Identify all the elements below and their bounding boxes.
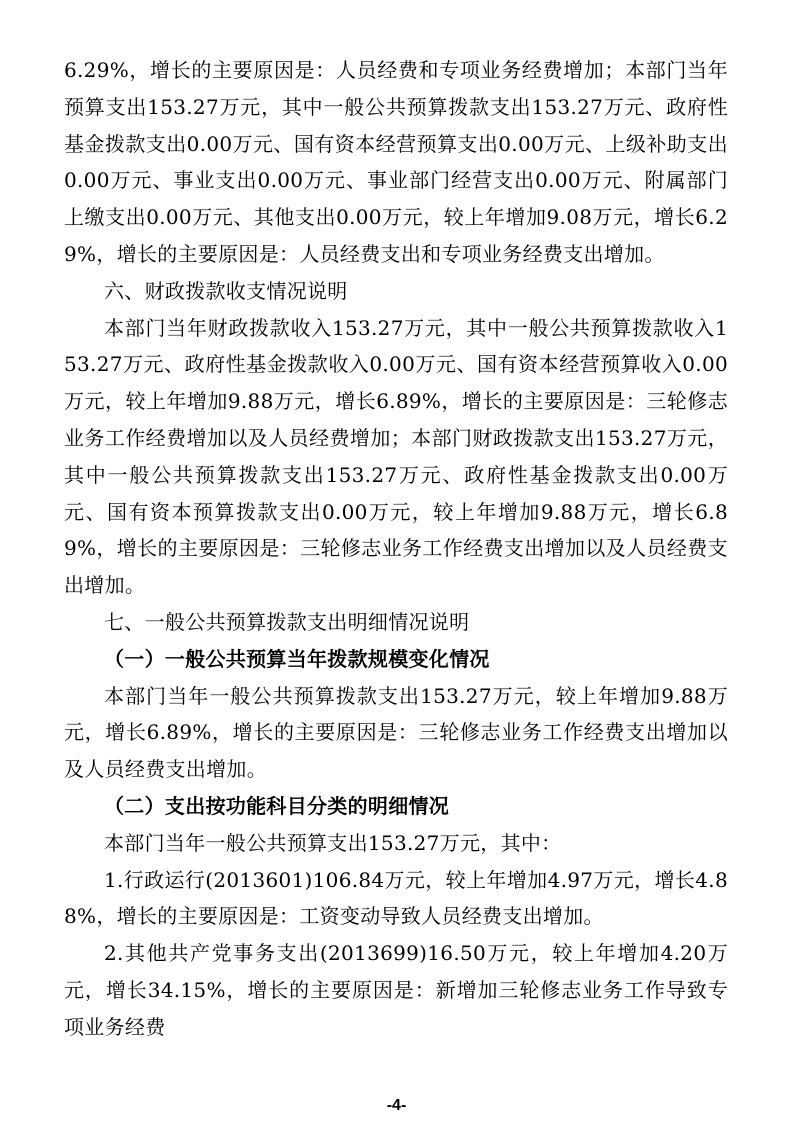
document-body — [64, 52, 728, 1046]
subsection-2-paragraph: 本部门当年一般公共预算支出153.27万元，其中： — [104, 830, 562, 855]
subsection-1-heading: （一）一般公共预算当年拨款规模变化情况 — [104, 646, 490, 671]
continued-paragraph: 6.29%，增长的主要原因是：人员经费和专项业务经费增加；本部门当年预算支出153.27万元，其中一般公共预算拨款支出153.27万元、政府性基金拨款支出0.00万元、国有资本经营预算支出0.00万元、上级补助支出0.00万元、事业支出0.00万元、事业部门经营支出0.00万元、附属部门上缴支出0.00万元、其他支出0.00万元，较上年增加9.08万元，增长6.29%，增长的主要原因是：人员经费支出和专项业务经费支出增加。 — [64, 58, 728, 266]
section-7-heading: 七、一般公共预算拨款支出明细情况说明 — [104, 609, 470, 634]
subsection-2-heading: （二）支出按功能科目分类的明细情况 — [104, 793, 450, 818]
page-number: -4- — [386, 1097, 407, 1114]
subsection-1-paragraph: 本部门当年一般公共预算拨款支出153.27万元，较上年增加9.88万元，增长6.89%，增长的主要原因是：三轮修志业务工作经费支出增加以及人员经费支出增加。 — [64, 683, 728, 782]
section-6-heading: 六、财政拨款收支情况说明 — [104, 278, 348, 303]
list-item-1: 1.行政运行(2013601)106.84万元，较上年增加4.97万元，增长4.88%，增长的主要原因是：工资变动导致人员经费支出增加。 — [64, 867, 728, 929]
list-item-2: 2.其他共产党事务支出(2013699)16.50万元，较上年增加4.20万元，增长34.15%，增长的主要原因是：新增加三轮修志业务工作导致专项业务经费 — [64, 941, 728, 1039]
section-6-paragraph: 本部门当年财政拨款收入153.27万元，其中一般公共预算拨款收入153.27万元、政府性基金拨款收入0.00万元、国有资本经营预算收入0.00万元，较上年增加9.88万元，增长6.89%，增长的主要原因是：三轮修志业务工作经费增加以及人员经费增加；本部门财政拨款支出153.27万元，其中一般公共预算拨款支出153.27万元、政府性基金拨款支出0.00万元、国有资本预算拨款支出0.00万元，较上年增加9.88万元，增长6.89%，增长的主要原因是：三轮修志业务工作经费支出增加以及人员经费支出增加。 — [64, 315, 728, 598]
